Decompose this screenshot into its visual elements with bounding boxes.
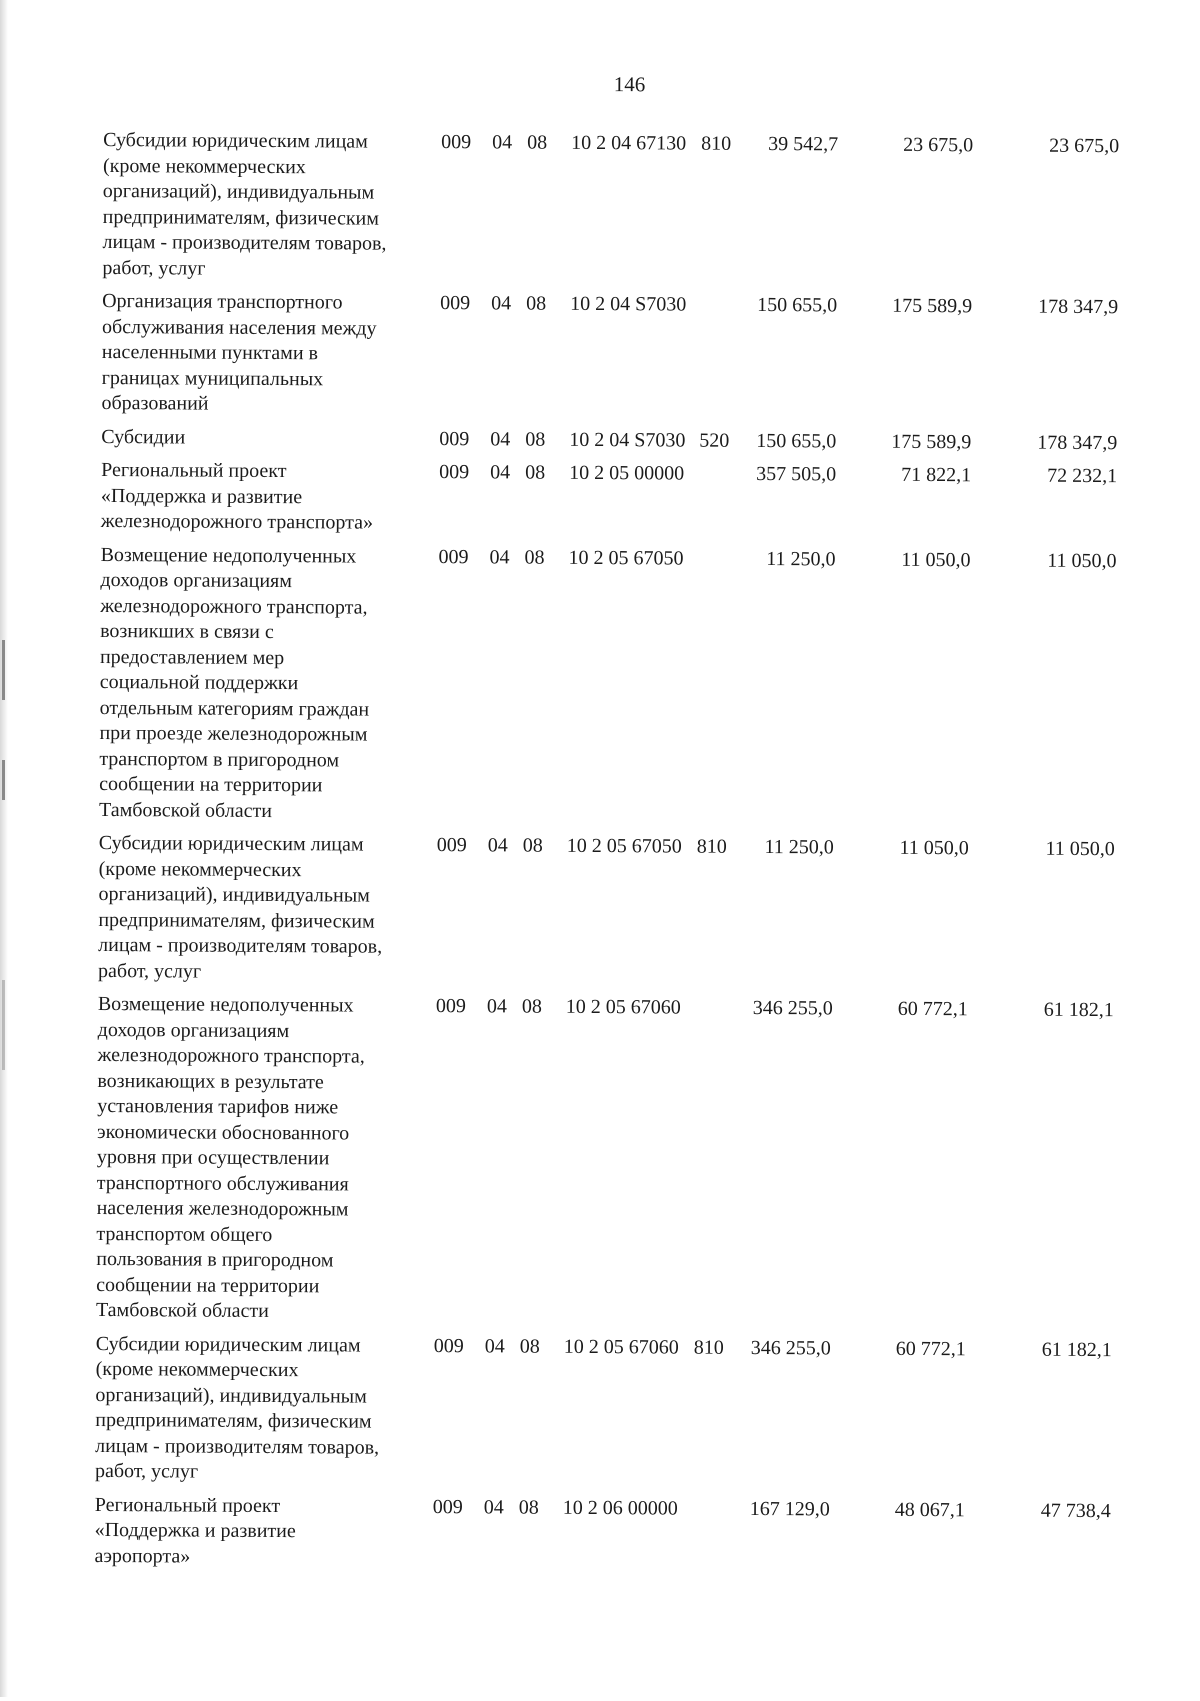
cell-sum-year1: 11 250,0 [766, 547, 836, 570]
page-number: 146 [613, 72, 646, 97]
cell-sum-year2: 71 822,1 [901, 463, 972, 487]
cell-section: 04 [484, 1334, 505, 1357]
cell-grbs: 009 [433, 1334, 464, 1357]
cell-sum-year2: 175 589,9 [891, 430, 972, 453]
table-row [101, 458, 1181, 541]
cell-sum-year1: 346 255,0 [750, 1336, 831, 1359]
cell-subsection: 08 [519, 1335, 540, 1358]
cell-expense-type: 810 [693, 1336, 724, 1359]
cell-sum-year2: 11 050,0 [899, 836, 969, 860]
cell-subsection: 08 [527, 131, 548, 154]
cell-grbs: 009 [435, 995, 466, 1018]
cell-section: 04 [491, 292, 512, 315]
cell-sum-year3: 72 232,1 [1047, 464, 1118, 488]
cell-target-article: 10 2 04 S7030 [570, 292, 687, 316]
row-name: Региональный проект «Поддержка и развитие железнодорожного транспорта» [100, 458, 374, 534]
cell-sum-year3: 11 050,0 [1047, 549, 1117, 572]
cell-sum-year2: 23 675,0 [903, 133, 974, 157]
cell-grbs: 009 [432, 1495, 463, 1518]
cell-target-article: 10 2 04 67130 [571, 131, 687, 155]
cell-section: 04 [486, 995, 507, 1018]
row-name: Возмещение недополученных доходов организациям железнодорожного транспорта, возникающих в результате установления тарифов ниже экономически обоснованного уровня при осуществлении транспортного обслуживания населения железнодорожным транспортом общего пользования в пригородном сообщении на территории Тамбовской области [95, 992, 365, 1323]
cell-sum-year1: 150 655,0 [756, 429, 837, 452]
cell-sum-year3: 61 182,1 [1041, 1338, 1112, 1361]
row-name: Возмещение недополученных доходов организациям железнодорожного транспорта, возникших в связи с предоставлением мер социальной поддержки отдельным категориям граждан при проезде железнодорожным транспортом в пригородном сообщении на территории Тамбовской области [98, 543, 370, 822]
cell-subsection: 08 [518, 1496, 539, 1519]
cell-target-article: 10 2 06 00000 [562, 1496, 678, 1520]
row-name: Субсидии юридическим лицам (кроме некоммерческих организаций), индивидуальным предпринимателям, физическим лицам - производителям товаров, работ, услуг [94, 1332, 380, 1483]
table-row [95, 1331, 1176, 1491]
cell-section: 04 [490, 427, 511, 450]
table-row [96, 992, 1178, 1330]
cell-sum-year3: 178 347,9 [1038, 295, 1119, 319]
row-name: Субсидии юридическим лицам (кроме некоммерческих организаций), индивидуальным предпринимателям, физическим лицам - производителям товаров, работ, услуг [102, 128, 387, 280]
cell-section: 04 [487, 834, 508, 857]
cell-sum-year3: 178 347,9 [1037, 431, 1118, 454]
cell-section: 04 [483, 1495, 504, 1518]
row-name: Региональный проект «Поддержка и развитие аэропорта» [94, 1493, 296, 1568]
cell-grbs: 009 [439, 461, 470, 484]
budget-table [94, 128, 1183, 1584]
cell-expense-type: 810 [696, 835, 727, 858]
cell-subsection: 08 [521, 995, 542, 1018]
table-row [99, 542, 1181, 829]
cell-section: 04 [489, 545, 510, 568]
cell-target-article: 10 2 05 67050 [568, 546, 684, 570]
cell-expense-type: 810 [701, 132, 732, 155]
cell-target-article: 10 2 05 67060 [563, 1335, 679, 1359]
cell-sum-year1: 167 129,0 [749, 1497, 830, 1520]
cell-grbs: 009 [438, 545, 469, 568]
table-row [101, 424, 1181, 456]
cell-grbs: 009 [436, 834, 467, 857]
cell-sum-year3: 61 182,1 [1043, 998, 1114, 1022]
cell-sum-year3: 23 675,0 [1049, 134, 1120, 158]
row-name: Субсидии [101, 425, 186, 448]
table-row [94, 1492, 1174, 1575]
row-name: Организация транспортного обслуживания населения между населенными пунктами в границах муниципальных образований [101, 289, 377, 415]
cell-sum-year1: 357 505,0 [756, 462, 837, 486]
cell-target-article: 10 2 05 00000 [569, 461, 685, 485]
cell-target-article: 10 2 05 67050 [566, 834, 682, 858]
cell-sum-year2: 60 772,1 [897, 997, 968, 1021]
table-row [98, 831, 1179, 991]
cell-sum-year1: 150 655,0 [757, 293, 838, 317]
cell-sum-year2: 48 067,1 [894, 1498, 965, 1521]
cell-target-article: 10 2 05 67060 [565, 995, 681, 1019]
cell-section: 04 [492, 131, 513, 154]
cell-expense-type: 520 [699, 429, 730, 452]
table-row [101, 289, 1182, 423]
cell-sum-year1: 11 250,0 [764, 836, 834, 859]
cell-subsection: 08 [522, 834, 543, 857]
cell-target-article: 10 2 04 S7030 [569, 428, 686, 452]
cell-grbs: 009 [439, 427, 470, 450]
cell-grbs: 009 [441, 131, 472, 154]
cell-sum-year3: 11 050,0 [1045, 837, 1115, 861]
table-row [102, 128, 1183, 288]
cell-subsection: 08 [524, 546, 545, 569]
cell-sum-year2: 11 050,0 [901, 548, 971, 571]
cell-sum-year2: 60 772,1 [895, 1337, 966, 1360]
cell-subsection: 08 [525, 428, 546, 451]
cell-subsection: 08 [526, 292, 547, 315]
cell-sum-year1: 39 542,7 [768, 133, 839, 156]
row-name: Субсидии юридическим лицам (кроме некоммерческих организаций), индивидуальным предпринимателям, физическим лицам - производителям товаров, работ, услуг [97, 831, 383, 983]
cell-subsection: 08 [525, 461, 546, 484]
cell-section: 04 [490, 461, 511, 484]
cell-sum-year3: 47 738,4 [1040, 1499, 1111, 1522]
cell-sum-year1: 346 255,0 [752, 996, 833, 1020]
cell-sum-year2: 175 589,9 [892, 294, 973, 318]
cell-grbs: 009 [440, 292, 471, 315]
